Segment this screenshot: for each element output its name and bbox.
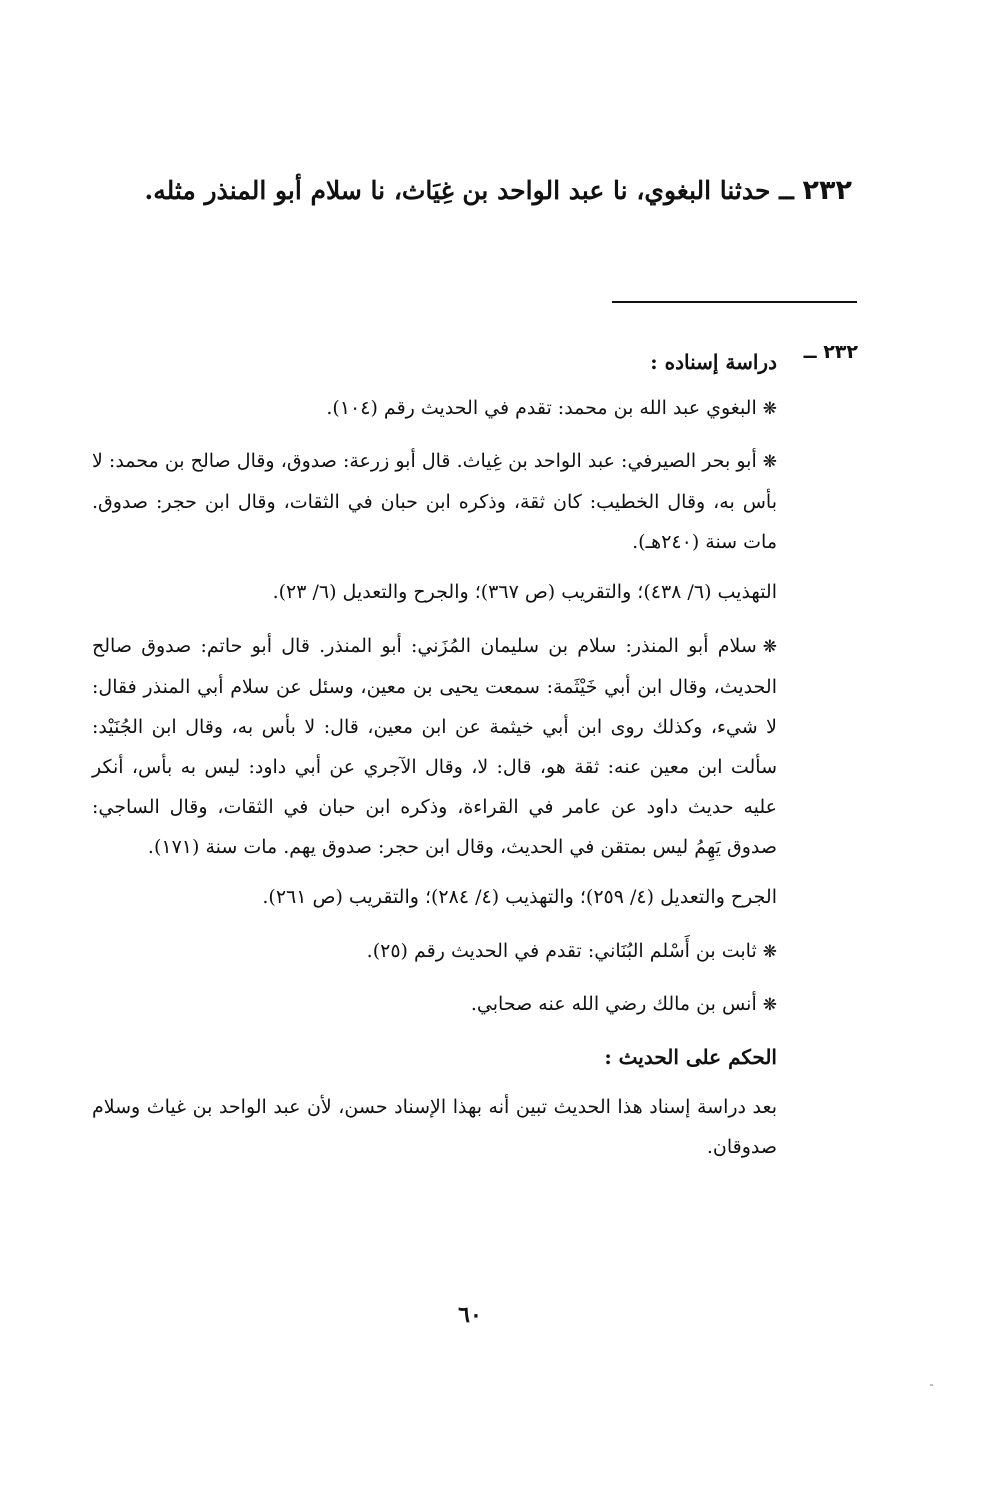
footnote-body [92, 388, 777, 1167]
narrator-entry-baghawi [92, 388, 777, 429]
narrator-entry-sallam [92, 626, 777, 867]
hadith-number: ٢٣٢ [802, 175, 852, 206]
narrator-text: سلام أبو المنذر: سلام بن سليمان المُزَني: أبو المنذر. قال أبو حاتم: صدوق صالح الحديث، وقال ابن أبي خَيْثَمة: سمعت يحيى بن معين، وسئل عن سلام أبي المنذر فقال: لا شيء، وكذلك روى ابن أبي خيثمة عن ابن معين، قال: لا بأس به، وقال ابن الجُنَيْد: سألت ابن معين عنه: ثقة هو، قال: لا، وقال الآجري عن أبي داود: ليس به بأس، أنكر عليه حديث داود عن عامر في القراءة، وذكره ابن حبان في الثقات، وقال الساجي: صدوق يَهِمُ ليس بمتقن في الحديث، وقال ابن حجر: صدوق يهم. مات سنة (١٧١). [92, 635, 777, 858]
footnote-dash: ــ [803, 341, 817, 363]
ruling-heading: الحكم على الحديث : [604, 1045, 777, 1069]
footnote-separator [612, 301, 857, 303]
footnote-section [92, 332, 858, 1179]
reference-line: الجرح والتعديل (٤/ ٢٥٩)؛ والتهذيب (٤/ ٢٨٤)؛ والتقريب (ص ٢٦١). [262, 886, 777, 908]
narrator-text: أنس بن مالك رضي الله عنه صحابي. [470, 993, 757, 1015]
page-number: ٦٠ [458, 1302, 482, 1328]
hadith-text: حدثنا البغوي، نا عبد الواحد بن غِيَاث، نا سلام أبو المنذر مثله. [144, 176, 771, 205]
star-bullet-icon: ❋ [762, 399, 777, 419]
narrator-text: أبو بحر الصيرفي: عبد الواحد بن غِياث. قال أبو زرعة: صدوق، وقال صالح بن محمد: لا بأس به، وقال الخطيب: كان ثقة، وذكره ابن حبان في الثقات، وقال ابن حجر: صدوق. مات سنة (٢٤٠هـ). [92, 450, 777, 553]
narrator-text: البغوي عبد الله بن محمد: تقدم في الحديث رقم (١٠٤). [326, 397, 757, 419]
narrator-entry-abd-al-wahid [92, 441, 777, 562]
star-bullet-icon: ❋ [762, 942, 777, 962]
narrator-entry-thabit [92, 931, 777, 972]
footnote-number [804, 332, 858, 372]
chain-study-heading: دراسة إسناده : [650, 350, 777, 374]
star-bullet-icon: ❋ [762, 452, 777, 472]
footnote-header [92, 332, 858, 388]
footnote-number-value: ٢٣٢ [823, 341, 858, 363]
main-hadith [92, 162, 852, 220]
hadith-dash: ــ [779, 176, 794, 205]
star-bullet-icon: ❋ [762, 995, 777, 1015]
star-bullet-icon: ❋ [762, 637, 777, 657]
ruling-conclusion: بعد دراسة إسناد هذا الحديث تبين أنه بهذا الإسناد حسن، لأن عبد الواحد بن غياث وسلام صدوقان. [92, 1096, 777, 1158]
scan-speck [930, 1384, 933, 1386]
reference-line: التهذيب (٦/ ٤٣٨)؛ والتقريب (ص ٣٦٧)؛ والجرح والتعديل (٦/ ٢٣). [272, 581, 777, 603]
narrator-entry-anas [92, 984, 777, 1025]
narrator-text: ثابت بن أَسْلم البُنَاني: تقدم في الحديث رقم (٢٥). [366, 940, 757, 962]
